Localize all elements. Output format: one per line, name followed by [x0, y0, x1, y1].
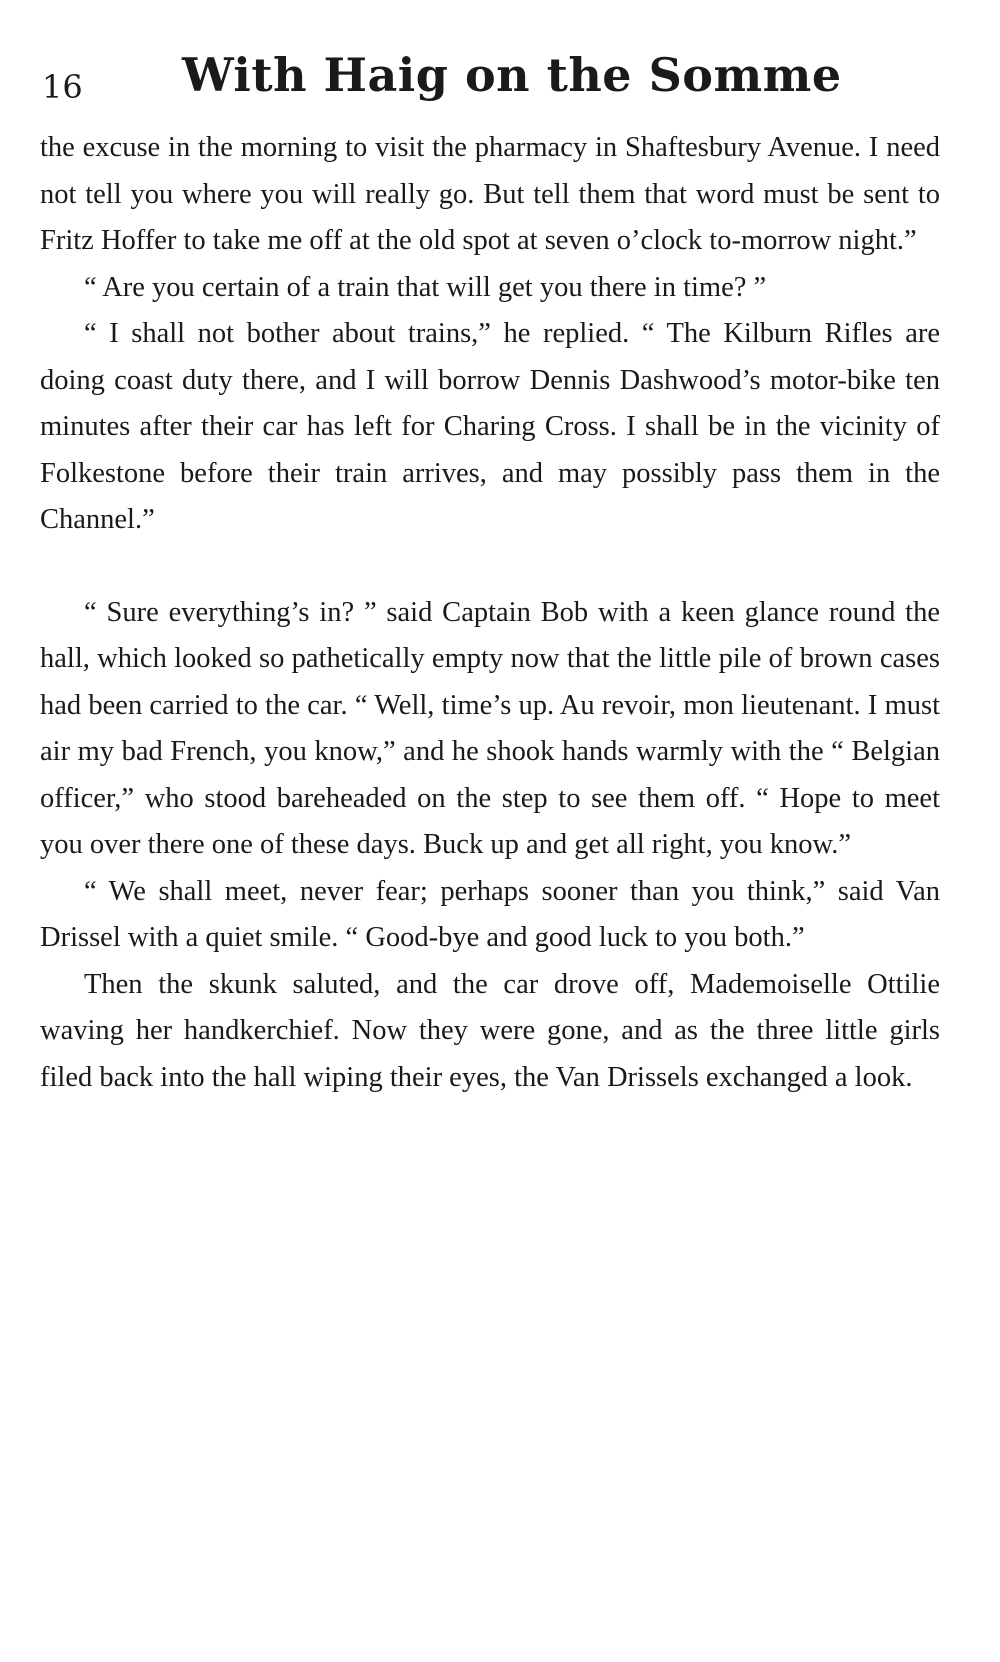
- paragraph-question: “ Are you certain of a train that will get you there in time? ”: [84, 271, 767, 303]
- paragraph-reply: “ I shall not bother about trains,” he replied. “ The Kilburn Rifles are doing coast duty there, and I will borrow Dennis Dashwood’s motor-bike ten minutes after their car has left for Charing Cross. I shall be in the vicinity of Folkestone before their train arrives, and may possibly pass them in the Channel.”: [40, 318, 940, 535]
- page-number: 16: [42, 68, 83, 106]
- paragraph-departure: Then the skunk saluted, and the car drove off, Mademoiselle Ottilie waving her handkerchief. Now they were gone, and as the three little girls filed back into the hall wiping their eyes, the Van Drissels exchanged a look.: [40, 968, 940, 1093]
- running-title: With Haig on the Somme: [182, 48, 842, 102]
- body-text: [40, 125, 940, 1101]
- page-header: [42, 48, 942, 118]
- paragraph-captain-bob: “ Sure everything’s in? ” said Captain Bob with a keen glance round the hall, which looked so pathetically empty now that the little pile of brown cases had been carried to the car. “ Well, time’s up. Au revoir, mon lieutenant. I must air my bad French, you know,” and he shook hands warmly with the “ Belgian officer,” who stood bareheaded on the step to see them off. “ Hope to meet you over there one of these days. Buck up and get all right, you know.”: [40, 596, 940, 860]
- paragraph-van-drissel: “ We shall meet, never fear; perhaps sooner than you think,” said Van Drissel with a quiet smile. “ Good-bye and good luck to you both.”: [40, 875, 940, 953]
- paragraph-continuation: the excuse in the morning to visit the pharmacy in Shaftesbury Avenue. I need not tell you where you will really go. But tell them that word must be sent to Fritz Hoffer to take me off at the old spot at seven o’clock to-morrow night.”: [40, 132, 940, 256]
